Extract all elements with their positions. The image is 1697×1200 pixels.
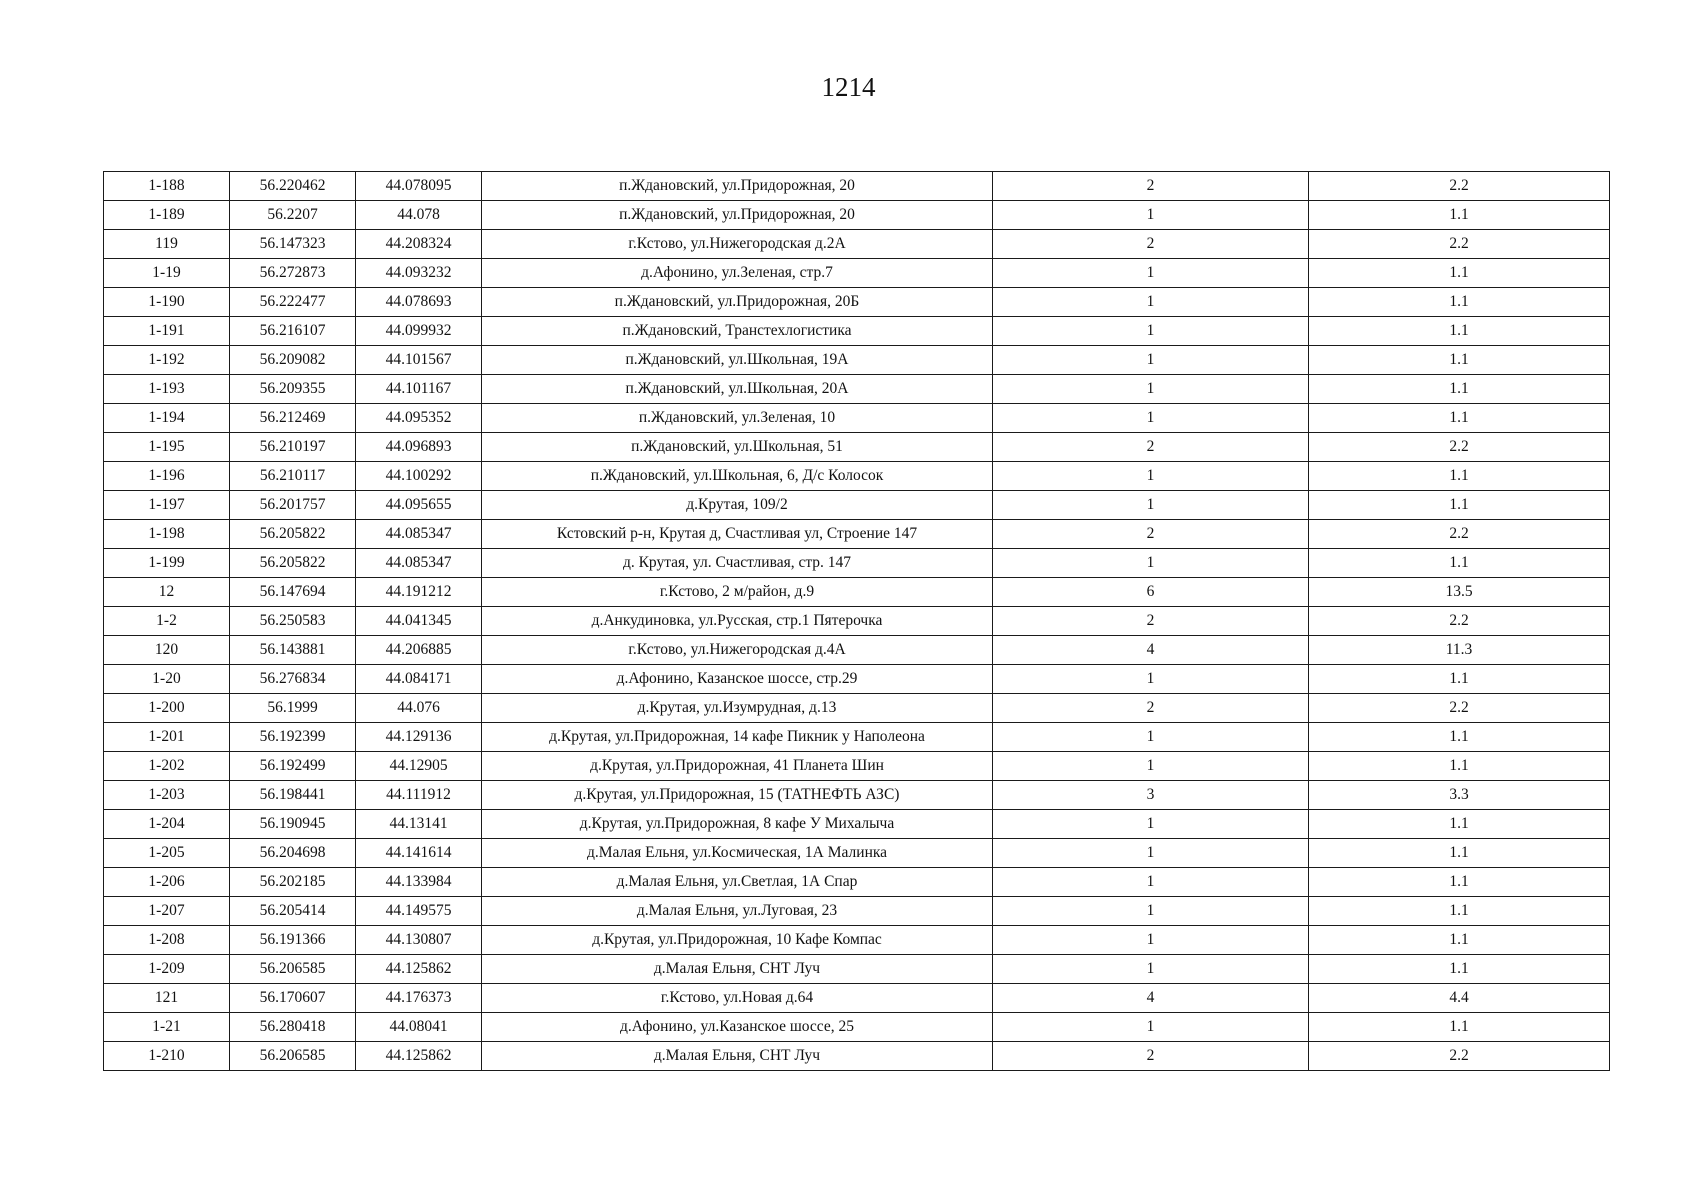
longitude-cell: 44.133984 [356, 868, 482, 897]
longitude-cell: 44.100292 [356, 462, 482, 491]
value-cell: 1.1 [1309, 462, 1610, 491]
table-row [104, 462, 1610, 491]
address-cell: п.Ждановский, ул.Зеленая, 10 [482, 404, 993, 433]
longitude-cell: 44.099932 [356, 317, 482, 346]
count-cell: 3 [993, 781, 1309, 810]
address-cell: п.Ждановский, ул.Школьная, 51 [482, 433, 993, 462]
latitude-cell: 56.205414 [230, 897, 356, 926]
count-cell: 1 [993, 462, 1309, 491]
address-cell: д.Крутая, ул.Придорожная, 14 кафе Пикник у Наполеона [482, 723, 993, 752]
count-cell: 1 [993, 839, 1309, 868]
latitude-cell: 56.272873 [230, 259, 356, 288]
address-cell: г.Кстово, ул.Нижегородская д.2А [482, 230, 993, 259]
row-id-cell: 1-189 [104, 201, 230, 230]
row-id-cell: 1-196 [104, 462, 230, 491]
table-row [104, 926, 1610, 955]
table-row [104, 433, 1610, 462]
row-id-cell: 1-190 [104, 288, 230, 317]
row-id-cell: 119 [104, 230, 230, 259]
row-id-cell: 1-2 [104, 607, 230, 636]
address-cell: п.Ждановский, ул.Придорожная, 20 [482, 201, 993, 230]
longitude-cell: 44.084171 [356, 665, 482, 694]
latitude-cell: 56.276834 [230, 665, 356, 694]
longitude-cell: 44.111912 [356, 781, 482, 810]
address-cell: п.Ждановский, ул.Придорожная, 20Б [482, 288, 993, 317]
count-cell: 2 [993, 172, 1309, 201]
value-cell: 1.1 [1309, 1013, 1610, 1042]
longitude-cell: 44.085347 [356, 549, 482, 578]
address-cell: п.Ждановский, ул.Придорожная, 20 [482, 172, 993, 201]
longitude-cell: 44.12905 [356, 752, 482, 781]
value-cell: 1.1 [1309, 955, 1610, 984]
value-cell: 1.1 [1309, 549, 1610, 578]
row-id-cell: 1-191 [104, 317, 230, 346]
address-cell: Кстовский р-н, Крутая д, Счастливая ул, Строение 147 [482, 520, 993, 549]
table-row [104, 984, 1610, 1013]
table-row [104, 636, 1610, 665]
value-cell: 1.1 [1309, 491, 1610, 520]
longitude-cell: 44.095655 [356, 491, 482, 520]
table-row [104, 897, 1610, 926]
longitude-cell: 44.130807 [356, 926, 482, 955]
longitude-cell: 44.078 [356, 201, 482, 230]
row-id-cell: 1-209 [104, 955, 230, 984]
value-cell: 1.1 [1309, 752, 1610, 781]
address-cell: д.Крутая, ул.Придорожная, 41 Планета Шин [482, 752, 993, 781]
count-cell: 1 [993, 491, 1309, 520]
address-cell: п.Ждановский, ул.Школьная, 20А [482, 375, 993, 404]
address-cell: д.Малая Ельня, СНТ Луч [482, 1042, 993, 1071]
table-row [104, 607, 1610, 636]
count-cell: 1 [993, 346, 1309, 375]
latitude-cell: 56.205822 [230, 549, 356, 578]
table-row [104, 1013, 1610, 1042]
table-row [104, 288, 1610, 317]
count-cell: 1 [993, 955, 1309, 984]
row-id-cell: 1-197 [104, 491, 230, 520]
latitude-cell: 56.147694 [230, 578, 356, 607]
row-id-cell: 1-200 [104, 694, 230, 723]
longitude-cell: 44.149575 [356, 897, 482, 926]
value-cell: 2.2 [1309, 1042, 1610, 1071]
count-cell: 1 [993, 752, 1309, 781]
value-cell: 1.1 [1309, 868, 1610, 897]
table-row [104, 172, 1610, 201]
table-row [104, 259, 1610, 288]
longitude-cell: 44.078693 [356, 288, 482, 317]
address-cell: д.Крутая, ул.Придорожная, 8 кафе У Михалыча [482, 810, 993, 839]
row-id-cell: 1-193 [104, 375, 230, 404]
value-cell: 1.1 [1309, 259, 1610, 288]
longitude-cell: 44.125862 [356, 955, 482, 984]
row-id-cell: 1-188 [104, 172, 230, 201]
count-cell: 2 [993, 433, 1309, 462]
latitude-cell: 56.192499 [230, 752, 356, 781]
latitude-cell: 56.170607 [230, 984, 356, 1013]
longitude-cell: 44.206885 [356, 636, 482, 665]
value-cell: 4.4 [1309, 984, 1610, 1013]
address-cell: д.Афонино, ул.Казанское шоссе, 25 [482, 1013, 993, 1042]
table-body [104, 172, 1610, 1071]
table-row [104, 375, 1610, 404]
address-cell: д.Афонино, ул.Зеленая, стр.7 [482, 259, 993, 288]
latitude-cell: 56.206585 [230, 955, 356, 984]
longitude-cell: 44.125862 [356, 1042, 482, 1071]
latitude-cell: 56.201757 [230, 491, 356, 520]
table-row [104, 491, 1610, 520]
table-row [104, 810, 1610, 839]
value-cell: 1.1 [1309, 839, 1610, 868]
address-cell: д.Анкудиновка, ул.Русская, стр.1 Пятерочка [482, 607, 993, 636]
row-id-cell: 1-210 [104, 1042, 230, 1071]
count-cell: 1 [993, 868, 1309, 897]
row-id-cell: 1-203 [104, 781, 230, 810]
count-cell: 1 [993, 549, 1309, 578]
table-row [104, 955, 1610, 984]
count-cell: 1 [993, 926, 1309, 955]
row-id-cell: 1-208 [104, 926, 230, 955]
longitude-cell: 44.041345 [356, 607, 482, 636]
value-cell: 1.1 [1309, 375, 1610, 404]
value-cell: 1.1 [1309, 404, 1610, 433]
latitude-cell: 56.202185 [230, 868, 356, 897]
address-cell: д.Крутая, ул.Изумрудная, д.13 [482, 694, 993, 723]
value-cell: 1.1 [1309, 723, 1610, 752]
count-cell: 1 [993, 1013, 1309, 1042]
table-row [104, 752, 1610, 781]
longitude-cell: 44.191212 [356, 578, 482, 607]
row-id-cell: 1-206 [104, 868, 230, 897]
count-cell: 6 [993, 578, 1309, 607]
table-row [104, 1042, 1610, 1071]
count-cell: 4 [993, 984, 1309, 1013]
address-cell: п.Ждановский, Транстехлогистика [482, 317, 993, 346]
value-cell: 1.1 [1309, 810, 1610, 839]
count-cell: 1 [993, 317, 1309, 346]
row-id-cell: 1-198 [104, 520, 230, 549]
longitude-cell: 44.129136 [356, 723, 482, 752]
latitude-cell: 56.205822 [230, 520, 356, 549]
row-id-cell: 120 [104, 636, 230, 665]
latitude-cell: 56.222477 [230, 288, 356, 317]
longitude-cell: 44.085347 [356, 520, 482, 549]
row-id-cell: 121 [104, 984, 230, 1013]
value-cell: 1.1 [1309, 926, 1610, 955]
latitude-cell: 56.209355 [230, 375, 356, 404]
count-cell: 2 [993, 1042, 1309, 1071]
count-cell: 4 [993, 636, 1309, 665]
longitude-cell: 44.101567 [356, 346, 482, 375]
address-cell: д. Крутая, ул. Счастливая, стр. 147 [482, 549, 993, 578]
longitude-cell: 44.176373 [356, 984, 482, 1013]
row-id-cell: 1-20 [104, 665, 230, 694]
table-row [104, 868, 1610, 897]
address-cell: д.Малая Ельня, ул.Светлая, 1А Спар [482, 868, 993, 897]
latitude-cell: 56.209082 [230, 346, 356, 375]
row-id-cell: 1-199 [104, 549, 230, 578]
count-cell: 2 [993, 520, 1309, 549]
longitude-cell: 44.076 [356, 694, 482, 723]
table-row [104, 520, 1610, 549]
address-cell: д.Крутая, ул.Придорожная, 10 Кафе Компас [482, 926, 993, 955]
table-row [104, 694, 1610, 723]
address-cell: д.Малая Ельня, СНТ Луч [482, 955, 993, 984]
address-cell: д.Крутая, 109/2 [482, 491, 993, 520]
count-cell: 1 [993, 404, 1309, 433]
longitude-cell: 44.078095 [356, 172, 482, 201]
data-table-container [103, 171, 1609, 1071]
table-row [104, 549, 1610, 578]
latitude-cell: 56.191366 [230, 926, 356, 955]
latitude-cell: 56.1999 [230, 694, 356, 723]
table-row [104, 781, 1610, 810]
longitude-cell: 44.095352 [356, 404, 482, 433]
data-table [103, 171, 1610, 1071]
table-row [104, 723, 1610, 752]
count-cell: 2 [993, 694, 1309, 723]
address-cell: д.Крутая, ул.Придорожная, 15 (ТАТНЕФТЬ АЗС) [482, 781, 993, 810]
address-cell: г.Кстово, 2 м/район, д.9 [482, 578, 993, 607]
latitude-cell: 56.190945 [230, 810, 356, 839]
table-row [104, 404, 1610, 433]
latitude-cell: 56.212469 [230, 404, 356, 433]
row-id-cell: 1-205 [104, 839, 230, 868]
table-row [104, 346, 1610, 375]
value-cell: 1.1 [1309, 288, 1610, 317]
value-cell: 1.1 [1309, 665, 1610, 694]
latitude-cell: 56.198441 [230, 781, 356, 810]
longitude-cell: 44.141614 [356, 839, 482, 868]
row-id-cell: 1-207 [104, 897, 230, 926]
latitude-cell: 56.220462 [230, 172, 356, 201]
latitude-cell: 56.2207 [230, 201, 356, 230]
value-cell: 2.2 [1309, 230, 1610, 259]
row-id-cell: 1-201 [104, 723, 230, 752]
address-cell: д.Малая Ельня, ул.Космическая, 1А Малинка [482, 839, 993, 868]
value-cell: 2.2 [1309, 172, 1610, 201]
latitude-cell: 56.210197 [230, 433, 356, 462]
address-cell: г.Кстово, ул.Новая д.64 [482, 984, 993, 1013]
count-cell: 1 [993, 665, 1309, 694]
value-cell: 2.2 [1309, 520, 1610, 549]
row-id-cell: 1-195 [104, 433, 230, 462]
latitude-cell: 56.216107 [230, 317, 356, 346]
table-row [104, 665, 1610, 694]
latitude-cell: 56.147323 [230, 230, 356, 259]
value-cell: 1.1 [1309, 897, 1610, 926]
row-id-cell: 1-204 [104, 810, 230, 839]
latitude-cell: 56.250583 [230, 607, 356, 636]
value-cell: 3.3 [1309, 781, 1610, 810]
address-cell: п.Ждановский, ул.Школьная, 19А [482, 346, 993, 375]
longitude-cell: 44.096893 [356, 433, 482, 462]
value-cell: 1.1 [1309, 346, 1610, 375]
table-row [104, 317, 1610, 346]
latitude-cell: 56.206585 [230, 1042, 356, 1071]
value-cell: 11.3 [1309, 636, 1610, 665]
table-row [104, 578, 1610, 607]
longitude-cell: 44.08041 [356, 1013, 482, 1042]
table-row [104, 839, 1610, 868]
row-id-cell: 12 [104, 578, 230, 607]
address-cell: д.Малая Ельня, ул.Луговая, 23 [482, 897, 993, 926]
latitude-cell: 56.192399 [230, 723, 356, 752]
address-cell: д.Афонино, Казанское шоссе, стр.29 [482, 665, 993, 694]
value-cell: 2.2 [1309, 433, 1610, 462]
value-cell: 2.2 [1309, 607, 1610, 636]
count-cell: 1 [993, 201, 1309, 230]
value-cell: 1.1 [1309, 201, 1610, 230]
value-cell: 1.1 [1309, 317, 1610, 346]
row-id-cell: 1-202 [104, 752, 230, 781]
count-cell: 1 [993, 897, 1309, 926]
latitude-cell: 56.280418 [230, 1013, 356, 1042]
page-number: 1214 [821, 72, 876, 102]
count-cell: 2 [993, 607, 1309, 636]
latitude-cell: 56.210117 [230, 462, 356, 491]
longitude-cell: 44.101167 [356, 375, 482, 404]
address-cell: г.Кстово, ул.Нижегородская д.4А [482, 636, 993, 665]
longitude-cell: 44.093232 [356, 259, 482, 288]
table-row [104, 230, 1610, 259]
row-id-cell: 1-192 [104, 346, 230, 375]
count-cell: 1 [993, 288, 1309, 317]
count-cell: 1 [993, 259, 1309, 288]
count-cell: 1 [993, 723, 1309, 752]
latitude-cell: 56.143881 [230, 636, 356, 665]
latitude-cell: 56.204698 [230, 839, 356, 868]
row-id-cell: 1-21 [104, 1013, 230, 1042]
row-id-cell: 1-19 [104, 259, 230, 288]
table-row [104, 201, 1610, 230]
value-cell: 13.5 [1309, 578, 1610, 607]
count-cell: 1 [993, 810, 1309, 839]
longitude-cell: 44.208324 [356, 230, 482, 259]
longitude-cell: 44.13141 [356, 810, 482, 839]
count-cell: 2 [993, 230, 1309, 259]
count-cell: 1 [993, 375, 1309, 404]
address-cell: п.Ждановский, ул.Школьная, 6, Д/с Колосок [482, 462, 993, 491]
value-cell: 2.2 [1309, 694, 1610, 723]
row-id-cell: 1-194 [104, 404, 230, 433]
